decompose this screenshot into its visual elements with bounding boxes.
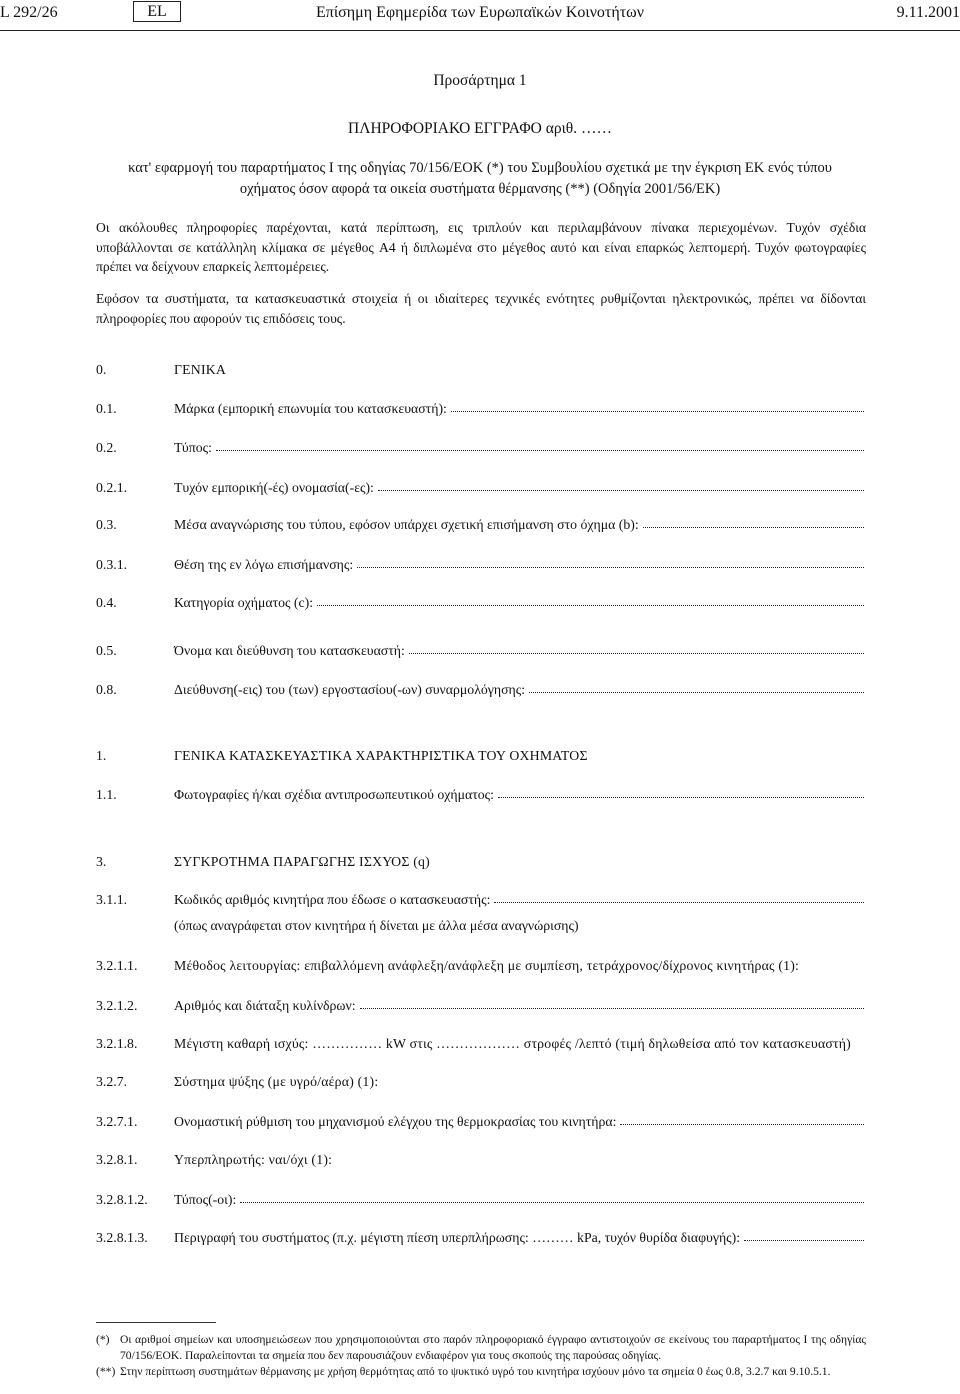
form-item — [96, 480, 864, 500]
form-item — [96, 1192, 864, 1212]
item-number: 0.1. — [96, 401, 117, 416]
item-label-line — [174, 1152, 864, 1168]
item-number: 0.8. — [96, 682, 117, 697]
fill-in-dotted-line[interactable] — [529, 682, 864, 693]
form-item — [96, 1114, 864, 1134]
item-number: 3.2.8.1.3. — [96, 1230, 148, 1245]
item-number: 0.3.1. — [96, 557, 128, 572]
item-label: Τύπος: — [174, 440, 212, 455]
form-item — [96, 998, 864, 1018]
fill-in-dotted-line[interactable] — [360, 998, 864, 1009]
item-number: 0. — [96, 362, 107, 377]
item-number: 3.2.1.1. — [96, 958, 138, 973]
item-number: 0.4. — [96, 595, 117, 610]
item-number: 0.3. — [96, 517, 117, 532]
intro-paragraph: Οι ακόλουθες πληροφορίες παρέχονται, κατά περίπτωση, εις τριπλούν και περιλαμβάνουν πίνακα περιεχομένων. Τυχόν σχέδια υποβάλλονται σε κατάλληλη κλίμακα σε μέγεθος A4 ή διπλωμένα στο μέγεθος αυτό και είναι επαρκώς λεπτομερή. Τυχόν φωτογραφίες πρέπει να δείχνουν επαρκείς λεπτομέρειες. — [96, 220, 866, 274]
fill-in-dotted-line[interactable] — [216, 440, 864, 451]
item-label-line — [174, 1036, 864, 1052]
item-label-line — [174, 787, 864, 803]
form-item — [96, 1036, 864, 1056]
item-label: Τύπος(-οι): — [174, 1192, 237, 1207]
item-label-line — [174, 362, 864, 378]
item-label: Διεύθυνση(-εις) του (των) εργοστασίου(-ων) συναρμολόγησης: — [174, 682, 526, 697]
form-item — [96, 517, 864, 537]
document-subtitle-line-1: κατ' εφαρμογή του παραρτήματος I της οδηγίας 70/156/ΕΟΚ (*) του Συμβουλίου σχετικά με την έγκριση ΕΚ ενός τύπου — [128, 160, 832, 176]
item-label: Σύστημα ψύξης (με υγρό/αέρα) (1): — [174, 1074, 379, 1089]
page-header — [0, 0, 960, 31]
item-label-line — [174, 643, 864, 659]
fill-in-dotted-line[interactable] — [744, 1230, 864, 1241]
item-number: 3.1.1. — [96, 892, 128, 907]
item-label-line — [174, 1114, 864, 1130]
item-label: Περιγραφή του συστήματος (π.χ. μέγιστη πίεση υπερπλήρωσης: ……… kPa, τυχόν θυρίδα διαφυγής): — [174, 1230, 741, 1245]
item-label-line — [174, 1192, 864, 1208]
item-label: Ονομαστική ρύθμιση του μηχανισμού ελέγχου της θερμοκρασίας του κινητήρα: — [174, 1114, 617, 1129]
item-label-line — [174, 1230, 864, 1246]
item-label-line — [174, 401, 864, 417]
footnote-2 — [96, 1364, 866, 1394]
fill-in-dotted-line[interactable] — [498, 787, 864, 798]
form-item — [96, 958, 864, 978]
item-label: Υπερπληρωτής: ναι/όχι (1): — [174, 1152, 333, 1167]
engine-code-note: (όπως αναγράφεται στον κινητήρα ή δίνεται με άλλα μέσα αναγνώρισης) — [174, 918, 579, 933]
item-label: Μέθοδος λειτουργίας: επιβαλλόμενη ανάφλεξη/ανάφλεξη με συμπίεση, τετράχρονος/δίχρονος κινητήρας (1): — [174, 958, 800, 973]
form-item — [96, 1152, 864, 1172]
item-label: Μέγιστη καθαρή ισχύς: …………… kW στις ……………… στροφές /λεπτό (τιμή δηλωθείσα από τον κατασκευαστή) — [174, 1036, 851, 1051]
footnote-separator — [96, 1322, 216, 1323]
item-number: 1.1. — [96, 787, 117, 802]
form-item — [96, 557, 864, 577]
form-item — [96, 854, 864, 874]
item-label-line — [174, 440, 864, 456]
footnote-text: Οι αριθμοί σημείων και υποσημειώσεων που χρησιμοποιούνται στο παρόν πληροφοριακό έγγραφο αντιστοιχούν σε εκείνους του παραρτήματος I της οδηγίας 70/156/ΕΟΚ. Παραλείπονται τα σημεία που δεν παρουσιάζουν ενδιαφέρον για τους σκοπούς της παρούσας οδηγίας. — [120, 1333, 866, 1362]
item-label: Θέση της εν λόγω επισήμανσης: — [174, 557, 354, 572]
item-label-line — [174, 748, 864, 764]
item-label: Κατηγορία οχήματος (c): — [174, 595, 314, 610]
appendix-label: Προσάρτημα 1 — [433, 72, 527, 89]
item-label: Μέσα αναγνώρισης του τύπου, εφόσον υπάρχει σχετική επισήμανση στο όχημα (b): — [174, 517, 639, 532]
form-item — [96, 1074, 864, 1094]
page-reference: L 292/26 — [0, 4, 58, 21]
electronic-control-paragraph: Εφόσον τα συστήματα, τα κατασκευαστικά στοιχεία ή οι ιδιαίτερες τεχνικές ενότητες ρυθμίζονται ηλεκτρονικώς, πρέπει να δίδονται πληροφορίες που αφορούν τις επιδόσεις τους. — [96, 291, 866, 326]
publication-date: 9.11.2001 — [896, 4, 960, 21]
form-item — [96, 643, 864, 663]
fill-in-dotted-line[interactable] — [357, 557, 864, 568]
footnote-1 — [96, 1332, 866, 1362]
fill-in-dotted-line[interactable] — [317, 595, 864, 606]
document-subtitle-line-2: οχήματος όσον αφορά τα οικεία συστήματα θέρμανσης (**) (Οδηγία 2001/56/ΕΚ) — [239, 181, 721, 197]
item-label: Όνομα και διεύθυνση του κατασκευαστή: — [174, 643, 405, 658]
item-label: Κωδικός αριθμός κινητήρα που έδωσε ο κατασκευαστής: — [174, 892, 491, 907]
fill-in-dotted-line[interactable] — [494, 892, 864, 903]
item-label-line — [174, 682, 864, 698]
item-label: ΣΥΓΚΡΟΤΗΜΑ ΠΑΡΑΓΩΓΗΣ ΙΣΧΥΟΣ (q) — [174, 854, 430, 869]
item-number: 3.2.1.8. — [96, 1036, 138, 1051]
item-number: 0.2.1. — [96, 480, 128, 495]
fill-in-dotted-line[interactable] — [378, 480, 864, 491]
form-item — [96, 595, 864, 615]
item-label: ΓΕΝΙΚΑ ΚΑΤΑΣΚΕΥΑΣΤΙΚΑ ΧΑΡΑΚΤΗΡΙΣΤΙΚΑ ΤΟΥ ΟΧΗΜΑΤΟΣ — [174, 748, 588, 763]
fill-in-dotted-line[interactable] — [240, 1192, 864, 1203]
form-item — [96, 440, 864, 460]
form-item — [96, 362, 864, 382]
fill-in-dotted-line[interactable] — [643, 517, 864, 528]
item-number: 0.5. — [96, 643, 117, 658]
form-item — [96, 682, 864, 702]
item-label-line — [174, 854, 864, 870]
form-item — [96, 892, 864, 912]
item-label: Μάρκα (εμπορική επωνυμία του κατασκευαστή): — [174, 401, 447, 416]
item-number: 0.2. — [96, 440, 117, 455]
item-label: Τυχόν εμπορική(-ές) ονομασία(-ες): — [174, 480, 374, 495]
item-label-line — [174, 892, 864, 908]
language-code-box: EL — [133, 1, 181, 22]
fill-in-dotted-line[interactable] — [620, 1114, 864, 1125]
footnote-mark: (*) — [96, 1333, 110, 1346]
item-number: 1. — [96, 748, 107, 763]
item-number: 3. — [96, 854, 107, 869]
footnote-text: Στην περίπτωση συστημάτων θέρμανσης με χρήση θερμότητας από το ψυκτικό υγρό του κινητήρα ισχύουν μόνο τα σημεία 0 έως 0.8, 3.2.7 και 9.10.5.1. — [120, 1365, 831, 1378]
item-number: 3.2.1.2. — [96, 998, 138, 1013]
item-label: Αριθμός και διάταξη κυλίνδρων: — [174, 998, 356, 1013]
item-label-line — [174, 517, 864, 533]
form-item — [96, 401, 864, 421]
form-item — [96, 748, 864, 768]
form-item — [96, 787, 864, 807]
item-label-line — [174, 1074, 864, 1090]
document-title: ΠΛΗΡΟΦΟΡΙΑΚΟ ΕΓΓΡΑΦΟ αριθ. …… — [348, 120, 612, 137]
item-number: 3.2.7.1. — [96, 1114, 138, 1129]
item-label-line — [174, 595, 864, 611]
fill-in-dotted-line[interactable] — [409, 643, 864, 654]
item-label-line — [174, 998, 864, 1014]
item-label-line — [174, 480, 864, 496]
item-number: 3.2.8.1.2. — [96, 1192, 148, 1207]
item-number: 3.2.7. — [96, 1074, 128, 1089]
fill-in-dotted-line[interactable] — [451, 401, 864, 412]
item-label-line — [174, 958, 864, 974]
item-label: Φωτογραφίες ή/και σχέδια αντιπροσωπευτικού οχήματος: — [174, 787, 494, 802]
item-label-line — [174, 557, 864, 573]
footnote-mark: (**) — [96, 1365, 116, 1378]
item-label: ΓΕΝΙΚΑ — [174, 362, 227, 377]
form-item — [96, 1230, 864, 1250]
journal-title: Επίσημη Εφημερίδα των Ευρωπαϊκών Κοινοτήτων — [316, 4, 644, 21]
item-number: 3.2.8.1. — [96, 1152, 138, 1167]
